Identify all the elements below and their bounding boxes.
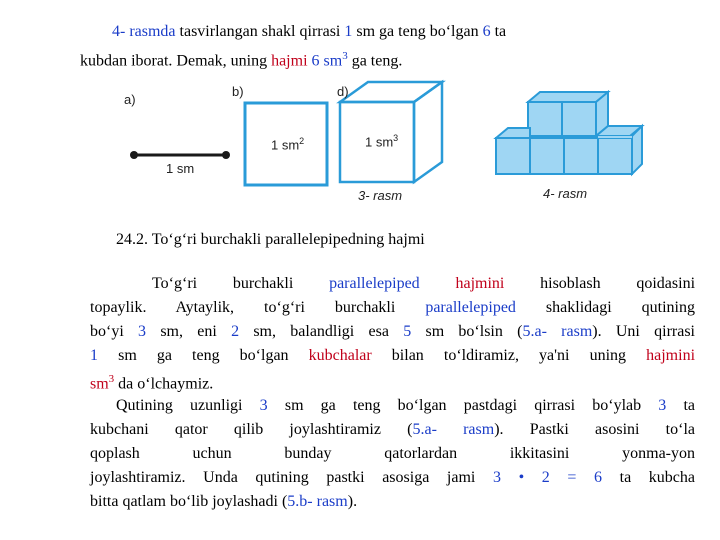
term-parallelepiped: parallelepiped bbox=[425, 299, 516, 316]
term-volume: hajmini bbox=[646, 347, 696, 364]
intro-volume-value: 6 bbox=[311, 52, 320, 70]
intro-unit: sm bbox=[323, 52, 343, 70]
term-parallelepiped: parallelepiped bbox=[329, 275, 420, 292]
intro-edge-value: 1 bbox=[344, 23, 353, 40]
intro-count-value: 6 bbox=[482, 23, 491, 40]
intro-ref-4a: 4- rasmda bbox=[112, 23, 176, 40]
intro-text: tasvirlangan shakl qirrasi bbox=[175, 23, 345, 40]
ref-5b: 5.b- rasm bbox=[287, 493, 348, 510]
para1-line-4: 1 sm ga teng bo‘lgan kubchalar bilan to‘ldiramiz, ya'ni uning hajmini bbox=[90, 347, 696, 364]
para2-line-2: kubchani qator qilib joylashtiramiz (5.a- rasm). Pastki asosini to‘la bbox=[90, 421, 696, 438]
intro-text: sm ga teng bo‘lgan bbox=[352, 23, 483, 40]
section-title: 24.2. To‘g‘ri burchakli parallelepipedning hajmi bbox=[116, 231, 425, 248]
para1-line-3: bo‘yi 3 sm, eni 2 sm, balandligi esa 5 sm bo‘lsin (5.a- rasm). Uni qirrasi bbox=[90, 323, 695, 340]
para1-line-1: To‘g‘ri burchakli parallelepiped hajmini hisoblash qoidasini bbox=[152, 275, 696, 292]
term-volume: hajmini bbox=[455, 275, 505, 292]
segment-end-point bbox=[222, 151, 230, 159]
intro-text: ga teng. bbox=[347, 52, 403, 70]
intro-text: ta bbox=[490, 23, 507, 40]
para2-line-1: Qutining uzunligi 3 sm ga teng bo‘lgan pastdagi qirrasi bo‘ylab 3 ta bbox=[116, 397, 696, 414]
segment-start-point bbox=[130, 151, 138, 159]
term-cubes: kubchalar bbox=[308, 347, 372, 364]
label-d: d) bbox=[337, 84, 349, 99]
caption-4: 4- rasm bbox=[543, 186, 588, 201]
label-a: a) bbox=[124, 92, 136, 107]
ref-5a: 5.a- rasm bbox=[412, 421, 495, 438]
para2-line-4: joylashtiramiz. Unda qutining pastki asosiga jami 3 • 2 = 6 ta kubcha bbox=[90, 469, 696, 486]
caption-3: 3- rasm bbox=[358, 188, 403, 203]
intro-unit-exp: 3 bbox=[342, 50, 348, 62]
para1-line-2: topaylik. Aytaylik, to‘g‘ri burchakli parallelepiped shaklidagi qutining bbox=[90, 299, 696, 316]
para1-line-5: $sm^3$ da o‘lchaymiz. bbox=[90, 373, 214, 393]
para2-line-3: qoplash uchun bunday qatorlardan ikkitasini yonma-yon bbox=[90, 445, 695, 462]
unit-cube bbox=[340, 82, 442, 182]
label-b: b) bbox=[232, 84, 244, 99]
para2-line-5: bitta qatlam bo‘lib joylashadi (5.b- rasm). bbox=[90, 493, 358, 510]
square-label: 1 $sm^2$ bbox=[271, 136, 305, 153]
cube-stack bbox=[496, 92, 642, 174]
intro-text: kubdan iborat. Demak, uning bbox=[80, 52, 272, 70]
intro-volume-word: hajmi bbox=[271, 52, 308, 70]
cube-label: 1 $sm^3$ bbox=[365, 133, 399, 150]
ref-5a: 5.a- rasm bbox=[522, 323, 593, 340]
segment-label: 1 sm bbox=[166, 161, 195, 176]
product-expression: 3 • 2 = 6 bbox=[492, 469, 603, 486]
